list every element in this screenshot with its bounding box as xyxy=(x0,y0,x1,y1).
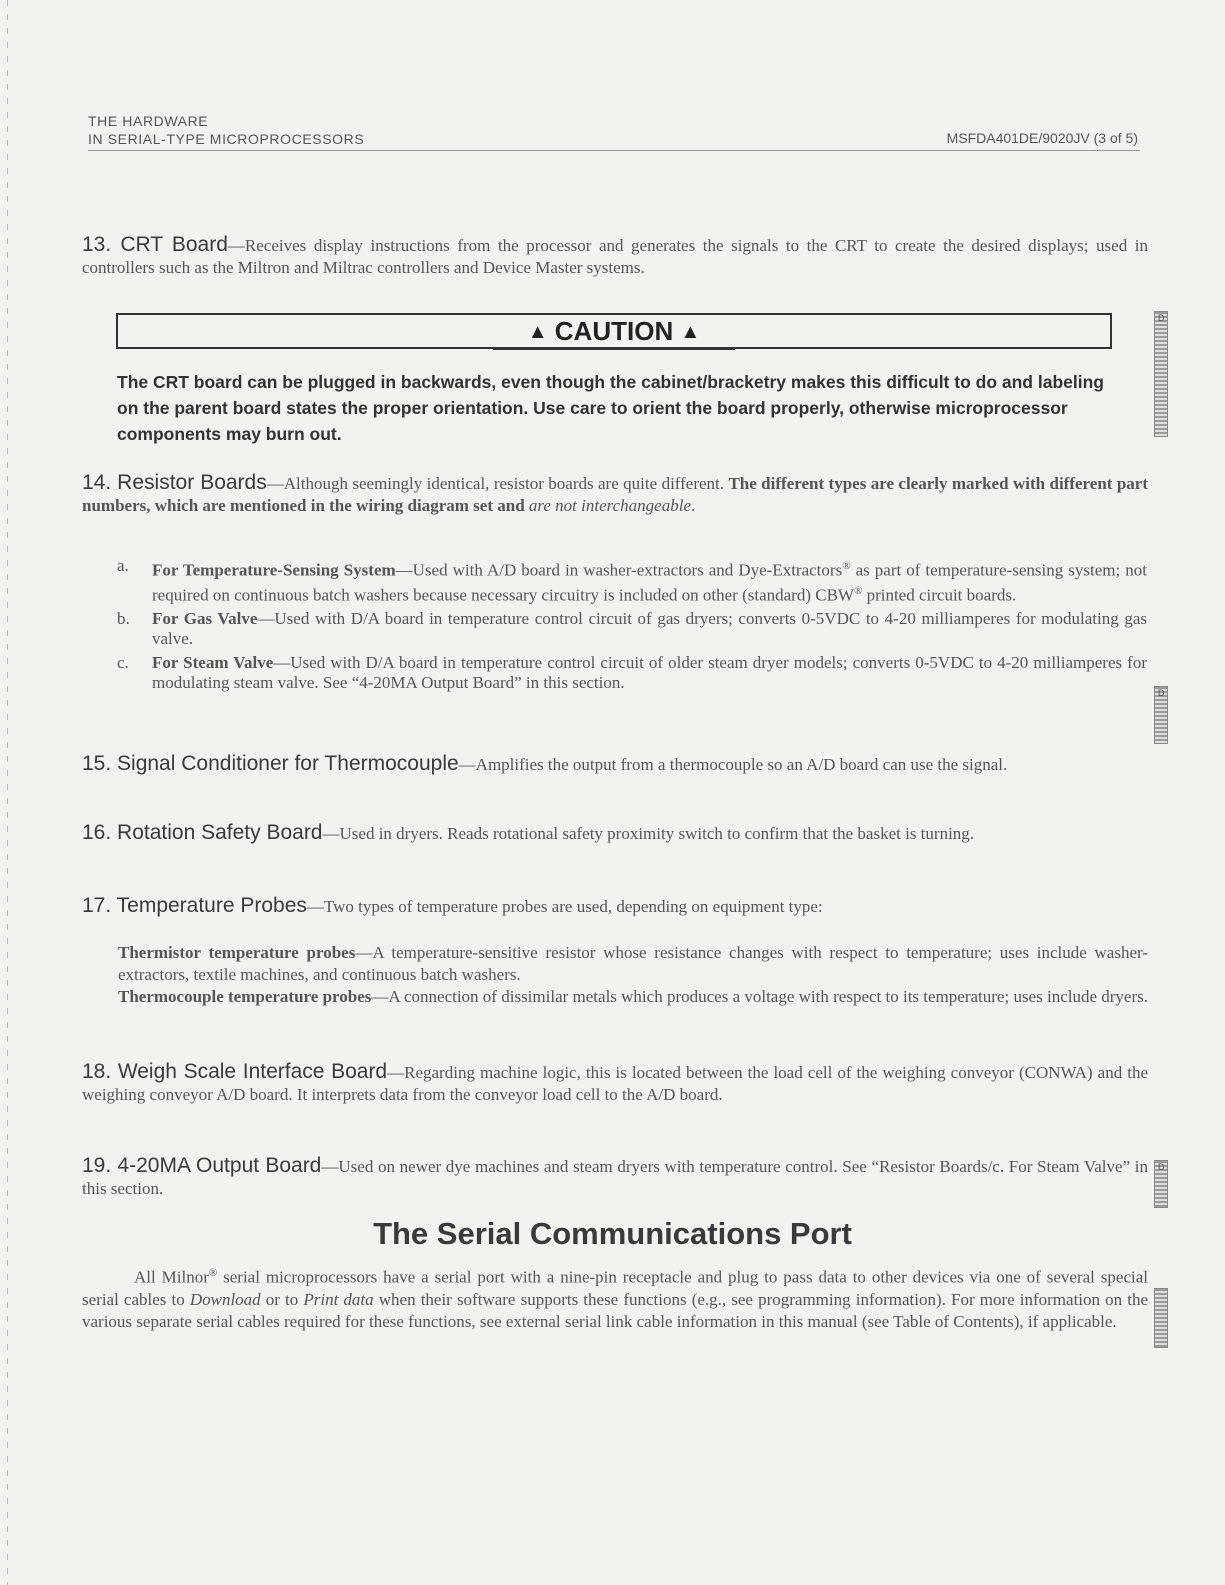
section-17-heading: 17. Temperature Probes xyxy=(82,894,307,917)
header-line-1: THE HARDWARE xyxy=(88,113,209,129)
running-header xyxy=(88,112,364,148)
section-19-body: —Used on newer dye machines and steam dryers with temperature control. See “Resistor Boards/c. For Steam Valve” in this section. xyxy=(82,1157,1148,1198)
section-14-bold: The different types are clearly marked with different part numbers, which are mentioned in the wiring diagram set and xyxy=(82,474,1148,515)
caution-text: The CRT board can be plugged in backwards, even though the cabinet/bracketry makes this difficult to do and labeling on the parent board states the proper orientation. Use care to orient the board properly, otherwise microprocessor components may burn out. xyxy=(117,372,1104,444)
section-13 xyxy=(82,234,1148,279)
warning-triangle-icon: ▲ xyxy=(527,321,548,343)
section-19-heading: 19. 4-20MA Output Board xyxy=(82,1154,322,1177)
page-edge-line xyxy=(7,0,8,1585)
section-14-italic: are not interchangeable xyxy=(528,496,691,515)
section-14-body: —Although seemingly identical, resistor boards are quite different. xyxy=(266,474,725,493)
list-item: c. For Steam Valve—Used with D/A board in temperature control circuit of older steam dryer models; converts 0-5VDC to 4-20 milliamperes for modulating steam valve. See “4-20MA Output Board” in this section. xyxy=(117,653,1147,693)
tab-mark: D xyxy=(1158,688,1165,698)
tab-mark: D xyxy=(1158,1162,1165,1172)
header-line-2: IN SERIAL-TYPE MICROPROCESSORS xyxy=(88,131,365,147)
section-15-body: —Amplifies the output from a thermocouple so an A/D board can use the signal. xyxy=(458,755,1008,774)
section-14-heading: 14. Resistor Boards xyxy=(82,471,267,494)
caution-heading xyxy=(118,316,1110,347)
section-19 xyxy=(82,1155,1148,1200)
margin-tab xyxy=(1154,1288,1168,1348)
list-item: a. For Temperature-Sensing System—Used with A/D board in washer-extractors and Dye-Extractors® as part of temperature-sensing system; not required on continuous batch washers because necessary circuitry is included on other (standard) CBW® printed circuit boards. xyxy=(117,556,1147,605)
caution-box xyxy=(116,313,1112,349)
serial-port-paragraph: All Milnor® serial microprocessors have a serial port with a nine-pin receptacle and plug to pass data to other devices via one of several special serial cables to Download or to Print data when their software supports these functions (e.g., see programming information). For more information on the various separate serial cables required for these functions, see external serial link cable information in this manual (see Table of Contents), if applicable. xyxy=(82,1267,1148,1331)
section-18 xyxy=(82,1061,1148,1106)
section-14: 14. Resistor Boards—Although seemingly identical, resistor boards are quite different. The different types are clearly marked with different part numbers, which are mentioned in the wiring diagram set and are not interchangeable. xyxy=(82,471,1148,515)
probe-types xyxy=(118,942,1148,1008)
section-16 xyxy=(82,822,1148,845)
margin-tab xyxy=(1154,311,1168,437)
caution-title: CAUTION xyxy=(554,316,674,346)
section-13-body: —Receives display instructions from the processor and generates the signals to the CRT to create the desired displays; used in controllers such as the Miltron and Miltrac controllers and Device Master systems. xyxy=(82,236,1148,277)
section-16-body: —Used in dryers. Reads rotational safety proximity switch to confirm that the basket is turning. xyxy=(322,824,975,843)
section-title: The Serial Communications Port xyxy=(373,1216,852,1251)
list-item: b. For Gas Valve—Used with D/A board in temperature control circuit of gas dryers; converts 0-5VDC to 4-20 milliamperes for modulating gas valve. xyxy=(117,609,1147,649)
document-id: MSFDA401DE/9020JV (3 of 5) xyxy=(946,130,1138,146)
list-item: Thermistor temperature probes—A temperature-sensitive resistor whose resistance changes with respect to temperature; uses include washer-extractors, textile machines, and continuous batch washers. xyxy=(118,943,1148,984)
section-18-body: —Regarding machine logic, this is located between the load cell of the weighing conveyor (CONWA) and the weighing conveyor A/D board. It interprets data from the conveyor load cell to the A/D board. xyxy=(82,1063,1148,1104)
section-17 xyxy=(82,895,1148,918)
section-13-heading: 13. CRT Board xyxy=(82,233,228,256)
tab-mark: D xyxy=(1158,313,1165,323)
section-15-heading: 15. Signal Conditioner for Thermocouple xyxy=(82,752,459,775)
resistor-board-list xyxy=(117,556,1147,697)
section-17-body: —Two types of temperature probes are used, depending on equipment type: xyxy=(306,897,823,916)
list-item: Thermocouple temperature probes—A connection of dissimilar metals which produces a voltage with respect to its temperature; uses include dryers. xyxy=(118,987,1148,1006)
section-18-heading: 18. Weigh Scale Interface Board xyxy=(82,1060,388,1083)
section-16-heading: 16. Rotation Safety Board xyxy=(82,821,323,844)
section-15 xyxy=(82,753,1148,776)
warning-triangle-icon: ▲ xyxy=(680,321,701,343)
header-rule xyxy=(88,150,1140,151)
